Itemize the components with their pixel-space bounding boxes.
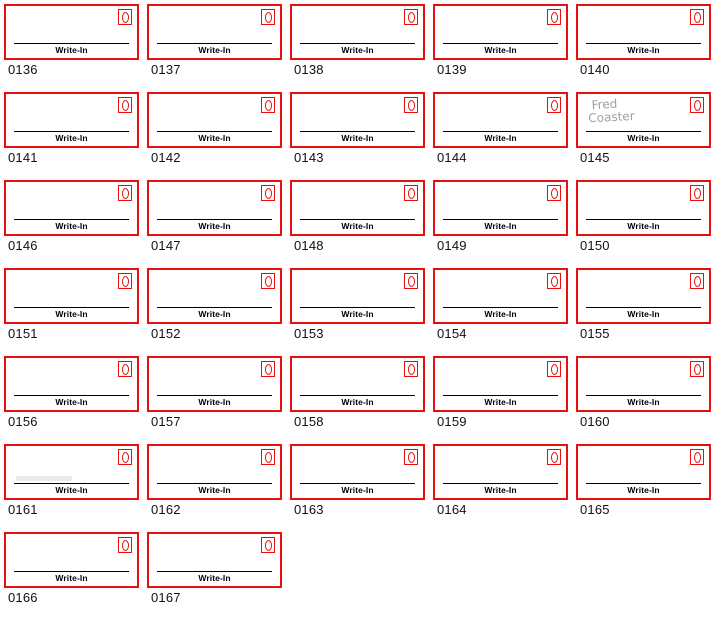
- writein-row: [0, 88, 715, 176]
- writein-ballot-box[interactable]: [147, 532, 282, 588]
- cell-id-label: 0148: [294, 238, 324, 253]
- writein-label: Write-In: [198, 133, 231, 143]
- cell-id-label: 0159: [437, 414, 467, 429]
- writein-label: Write-In: [55, 485, 88, 495]
- writein-label: Write-In: [484, 309, 517, 319]
- writein-line: [14, 43, 129, 44]
- oval-target-icon[interactable]: [404, 97, 418, 113]
- writein-label: Write-In: [198, 309, 231, 319]
- oval-shape-icon: [694, 100, 701, 111]
- oval-target-icon[interactable]: [547, 361, 561, 377]
- writein-ballot-box[interactable]: [433, 356, 568, 412]
- writein-label: Write-In: [55, 45, 88, 55]
- oval-target-icon[interactable]: [404, 273, 418, 289]
- writein-ballot-box[interactable]: [433, 92, 568, 148]
- oval-shape-icon: [265, 364, 272, 375]
- oval-shape-icon: [265, 12, 272, 23]
- writein-cell[interactable]: [572, 440, 715, 528]
- writein-label: Write-In: [341, 133, 374, 143]
- writein-line: [300, 395, 415, 396]
- writein-label: Write-In: [627, 221, 660, 231]
- writein-line: [14, 483, 129, 484]
- writein-line: [157, 219, 272, 220]
- writein-cell[interactable]: [0, 440, 143, 528]
- writein-line: [443, 131, 558, 132]
- oval-target-icon[interactable]: [547, 449, 561, 465]
- writein-cell[interactable]: [429, 352, 572, 440]
- writein-line: [14, 307, 129, 308]
- writein-ballot-box[interactable]: [290, 268, 425, 324]
- cell-id-label: 0166: [8, 590, 38, 605]
- oval-target-icon[interactable]: [261, 449, 275, 465]
- writein-ballot-box[interactable]: [4, 532, 139, 588]
- oval-target-icon[interactable]: [261, 185, 275, 201]
- oval-shape-icon: [694, 12, 701, 23]
- cell-id-label: 0139: [437, 62, 467, 77]
- cell-id-label: 0153: [294, 326, 324, 341]
- cell-id-label: 0147: [151, 238, 181, 253]
- writein-cell[interactable]: [572, 352, 715, 440]
- cell-id-label: 0158: [294, 414, 324, 429]
- writein-ballot-box[interactable]: [147, 268, 282, 324]
- writein-ballot-box[interactable]: [290, 444, 425, 500]
- oval-target-icon[interactable]: [690, 273, 704, 289]
- oval-target-icon[interactable]: [261, 537, 275, 553]
- writein-cell[interactable]: [572, 264, 715, 352]
- writein-ballot-box[interactable]: [4, 180, 139, 236]
- writein-ballot-box[interactable]: [576, 4, 711, 60]
- writein-label: Write-In: [341, 45, 374, 55]
- oval-shape-icon: [408, 188, 415, 199]
- oval-shape-icon: [551, 12, 558, 23]
- writein-cell[interactable]: [286, 176, 429, 264]
- writein-line: [14, 395, 129, 396]
- cell-id-label: 0142: [151, 150, 181, 165]
- cell-id-label: 0140: [580, 62, 610, 77]
- oval-shape-icon: [694, 452, 701, 463]
- cell-id-label: 0167: [151, 590, 181, 605]
- writein-cell[interactable]: [143, 88, 286, 176]
- writein-ballot-box[interactable]: [4, 268, 139, 324]
- writein-label: Write-In: [55, 573, 88, 583]
- writein-ballot-box[interactable]: [147, 444, 282, 500]
- writein-row: [0, 528, 715, 616]
- cell-id-label: 0155: [580, 326, 610, 341]
- oval-target-icon[interactable]: [547, 273, 561, 289]
- cell-id-label: 0136: [8, 62, 38, 77]
- oval-shape-icon: [122, 364, 129, 375]
- cell-id-label: 0164: [437, 502, 467, 517]
- oval-shape-icon: [408, 452, 415, 463]
- writein-ballot-box[interactable]: [576, 92, 711, 148]
- writein-line: [443, 43, 558, 44]
- writein-label: Write-In: [198, 221, 231, 231]
- writein-cell[interactable]: [0, 0, 143, 88]
- writein-line: [300, 483, 415, 484]
- oval-target-icon[interactable]: [404, 449, 418, 465]
- oval-target-icon[interactable]: [690, 9, 704, 25]
- oval-shape-icon: [265, 100, 272, 111]
- writein-label: Write-In: [55, 397, 88, 407]
- writein-label: Write-In: [341, 485, 374, 495]
- writein-ballot-box[interactable]: [290, 92, 425, 148]
- writein-line: [300, 219, 415, 220]
- writein-line: [157, 131, 272, 132]
- writein-cell[interactable]: [286, 440, 429, 528]
- cell-id-label: 0156: [8, 414, 38, 429]
- oval-target-icon[interactable]: [690, 449, 704, 465]
- oval-shape-icon: [694, 276, 701, 287]
- writein-label: Write-In: [627, 485, 660, 495]
- writein-ballot-box[interactable]: [576, 444, 711, 500]
- cell-id-label: 0144: [437, 150, 467, 165]
- writein-cell[interactable]: [0, 264, 143, 352]
- oval-target-icon[interactable]: [547, 97, 561, 113]
- writein-cell[interactable]: [0, 176, 143, 264]
- writein-line: [14, 571, 129, 572]
- writein-row: [0, 264, 715, 352]
- writein-line: [443, 483, 558, 484]
- oval-shape-icon: [551, 364, 558, 375]
- oval-shape-icon: [122, 540, 129, 551]
- writein-label: Write-In: [55, 221, 88, 231]
- oval-shape-icon: [408, 12, 415, 23]
- writein-ballot-box[interactable]: [147, 4, 282, 60]
- writein-label: Write-In: [627, 133, 660, 143]
- oval-target-icon[interactable]: [118, 537, 132, 553]
- writein-line: [443, 307, 558, 308]
- writein-ballot-box[interactable]: [147, 356, 282, 412]
- oval-target-icon[interactable]: [261, 361, 275, 377]
- writein-label: Write-In: [198, 485, 231, 495]
- writein-ballot-box[interactable]: [290, 4, 425, 60]
- writein-cell[interactable]: [0, 88, 143, 176]
- writein-ballot-box[interactable]: [147, 180, 282, 236]
- writein-ballot-box[interactable]: [576, 180, 711, 236]
- oval-target-icon[interactable]: [118, 273, 132, 289]
- oval-target-icon[interactable]: [118, 449, 132, 465]
- writein-line: [157, 571, 272, 572]
- oval-target-icon[interactable]: [690, 97, 704, 113]
- oval-target-icon[interactable]: [404, 185, 418, 201]
- cell-id-label: 0160: [580, 414, 610, 429]
- oval-shape-icon: [122, 276, 129, 287]
- writein-line: [300, 307, 415, 308]
- oval-shape-icon: [408, 100, 415, 111]
- oval-target-icon[interactable]: [261, 97, 275, 113]
- writein-ballot-box[interactable]: [4, 92, 139, 148]
- writein-cell[interactable]: [143, 440, 286, 528]
- writein-ballot-box[interactable]: [4, 4, 139, 60]
- oval-shape-icon: [122, 452, 129, 463]
- writein-ballot-box[interactable]: [147, 92, 282, 148]
- writein-label: Write-In: [341, 309, 374, 319]
- cell-id-label: 0145: [580, 150, 610, 165]
- writein-label: Write-In: [627, 45, 660, 55]
- oval-target-icon[interactable]: [118, 361, 132, 377]
- oval-shape-icon: [408, 276, 415, 287]
- writein-label: Write-In: [341, 221, 374, 231]
- writein-line: [157, 395, 272, 396]
- writein-row: [0, 440, 715, 528]
- writein-label: Write-In: [484, 397, 517, 407]
- cell-id-label: 0149: [437, 238, 467, 253]
- writein-line: [443, 395, 558, 396]
- writein-cell[interactable]: [143, 0, 286, 88]
- oval-target-icon[interactable]: [261, 9, 275, 25]
- writein-label: Write-In: [198, 45, 231, 55]
- oval-target-icon[interactable]: [404, 9, 418, 25]
- writein-line: [14, 131, 129, 132]
- cell-id-label: 0151: [8, 326, 38, 341]
- writein-cell[interactable]: [143, 264, 286, 352]
- oval-target-icon[interactable]: [261, 273, 275, 289]
- oval-target-icon[interactable]: [547, 185, 561, 201]
- oval-shape-icon: [551, 188, 558, 199]
- oval-target-icon[interactable]: [118, 185, 132, 201]
- writein-line: [586, 43, 701, 44]
- writein-line: [586, 131, 701, 132]
- cell-id-label: 0138: [294, 62, 324, 77]
- oval-target-icon[interactable]: [547, 9, 561, 25]
- oval-shape-icon: [551, 452, 558, 463]
- cell-id-label: 0146: [8, 238, 38, 253]
- writein-cell[interactable]: [429, 88, 572, 176]
- cell-id-label: 0165: [580, 502, 610, 517]
- oval-target-icon[interactable]: [404, 361, 418, 377]
- writein-label: Write-In: [341, 397, 374, 407]
- cell-id-label: 0141: [8, 150, 38, 165]
- writein-ballot-box[interactable]: [433, 444, 568, 500]
- writein-ballot-box[interactable]: [576, 268, 711, 324]
- writein-cell[interactable]: [143, 176, 286, 264]
- writein-cell[interactable]: [286, 88, 429, 176]
- writein-line: [586, 483, 701, 484]
- writein-cell[interactable]: [286, 0, 429, 88]
- writein-cell[interactable]: [286, 264, 429, 352]
- writein-line: [157, 43, 272, 44]
- writein-label: Write-In: [627, 309, 660, 319]
- writein-cell[interactable]: [286, 352, 429, 440]
- oval-shape-icon: [694, 364, 701, 375]
- writein-line: [443, 219, 558, 220]
- oval-shape-icon: [265, 452, 272, 463]
- writein-ballot-box[interactable]: [576, 356, 711, 412]
- oval-shape-icon: [265, 540, 272, 551]
- writein-ballot-box[interactable]: [4, 356, 139, 412]
- writein-line: [157, 307, 272, 308]
- writein-row: [0, 176, 715, 264]
- writein-cell[interactable]: [572, 176, 715, 264]
- writein-ballot-box[interactable]: [4, 444, 139, 500]
- writein-ballot-box[interactable]: [433, 4, 568, 60]
- writein-label: Write-In: [484, 485, 517, 495]
- writein-cell[interactable]: [429, 176, 572, 264]
- writein-ballot-box[interactable]: [290, 356, 425, 412]
- writein-cell[interactable]: [143, 528, 286, 616]
- oval-shape-icon: [694, 188, 701, 199]
- writein-line: [157, 483, 272, 484]
- writein-row: [0, 0, 715, 88]
- oval-shape-icon: [551, 276, 558, 287]
- writein-label: Write-In: [484, 133, 517, 143]
- writein-label: Write-In: [55, 133, 88, 143]
- writein-cell[interactable]: [0, 352, 143, 440]
- writein-cell[interactable]: [572, 0, 715, 88]
- writein-cell[interactable]: [0, 528, 143, 616]
- cell-id-label: 0152: [151, 326, 181, 341]
- writein-label: Write-In: [198, 397, 231, 407]
- oval-shape-icon: [122, 12, 129, 23]
- oval-target-icon[interactable]: [690, 361, 704, 377]
- writein-label: Write-In: [627, 397, 660, 407]
- cell-id-label: 0162: [151, 502, 181, 517]
- handwritten-name: Fred Coaster: [587, 96, 636, 126]
- oval-shape-icon: [265, 188, 272, 199]
- oval-target-icon[interactable]: [690, 185, 704, 201]
- writein-label: Write-In: [55, 309, 88, 319]
- writein-line: [300, 131, 415, 132]
- writein-label: Write-In: [198, 573, 231, 583]
- cell-id-label: 0137: [151, 62, 181, 77]
- cell-id-label: 0161: [8, 502, 38, 517]
- cell-id-label: 0154: [437, 326, 467, 341]
- writein-line: [586, 395, 701, 396]
- writein-ballot-box[interactable]: [290, 180, 425, 236]
- oval-target-icon[interactable]: [118, 97, 132, 113]
- cell-id-label: 0150: [580, 238, 610, 253]
- writein-cell[interactable]: [572, 88, 715, 176]
- oval-shape-icon: [408, 364, 415, 375]
- writein-label: Write-In: [484, 221, 517, 231]
- oval-target-icon[interactable]: [118, 9, 132, 25]
- cell-id-label: 0163: [294, 502, 324, 517]
- writein-line: [586, 307, 701, 308]
- writein-line: [14, 219, 129, 220]
- cell-id-label: 0143: [294, 150, 324, 165]
- oval-shape-icon: [551, 100, 558, 111]
- writein-cell[interactable]: [429, 264, 572, 352]
- oval-shape-icon: [265, 276, 272, 287]
- writein-cell[interactable]: [143, 352, 286, 440]
- writein-label: Write-In: [484, 45, 517, 55]
- pencil-smudge: [16, 476, 72, 481]
- writein-cell[interactable]: [429, 440, 572, 528]
- writein-row: [0, 352, 715, 440]
- writein-line: [300, 43, 415, 44]
- cell-id-label: 0157: [151, 414, 181, 429]
- writein-ballot-box[interactable]: [433, 268, 568, 324]
- oval-shape-icon: [122, 100, 129, 111]
- writein-ballot-box[interactable]: [433, 180, 568, 236]
- oval-shape-icon: [122, 188, 129, 199]
- writein-line: [586, 219, 701, 220]
- writein-cell[interactable]: [429, 0, 572, 88]
